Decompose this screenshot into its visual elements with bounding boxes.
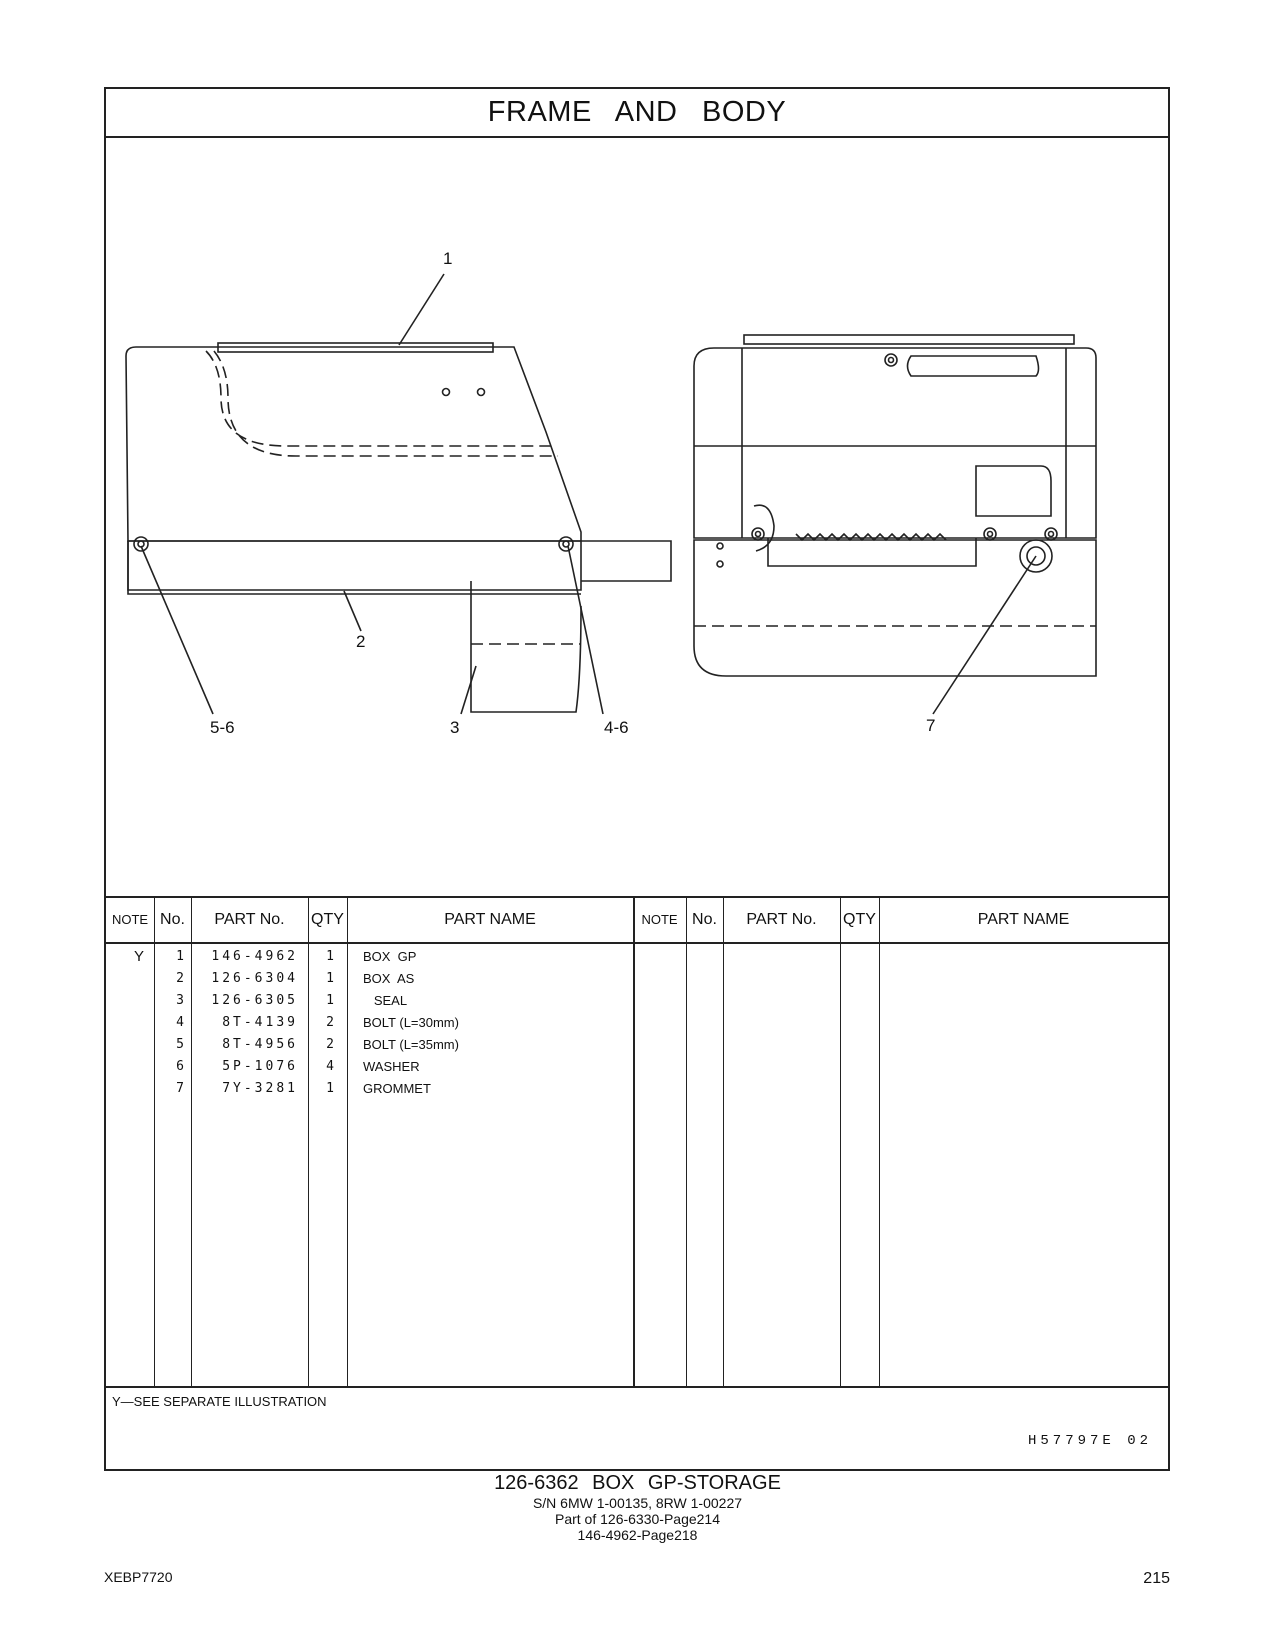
row-part-no: 8T-4139: [222, 1015, 298, 1030]
col-part-name-right: PART NAME: [977, 911, 1070, 928]
serial-numbers: S/N 6MW 1-00135, 8RW 1-00227: [532, 1495, 743, 1511]
table-row: [106, 946, 1168, 968]
row-no: 2: [176, 971, 184, 986]
col-note: NOTE: [111, 912, 149, 927]
row-part-no: 5P-1076: [222, 1059, 298, 1074]
callout-1: 1: [443, 249, 453, 268]
col-part-name: PART NAME: [444, 911, 536, 928]
col-no: No.: [160, 911, 185, 928]
left-box-upper: [126, 347, 581, 541]
row-part-name: BOX GP: [363, 949, 417, 964]
callout-2: 2: [356, 632, 366, 651]
right-box-lower: [694, 540, 1096, 676]
row-part-name: BOX AS: [363, 971, 415, 986]
parts-page-frame: [104, 87, 1170, 1471]
row-qty: 1: [326, 949, 334, 964]
section-title: FRAME AND BODY: [106, 89, 1168, 138]
row-no: 3: [176, 993, 184, 1008]
row-no: 4: [176, 1015, 184, 1030]
callout-7: 7: [926, 716, 936, 735]
row-part-name: BOLT (L=35mm): [363, 1037, 459, 1052]
row-part-no: 126-6304: [211, 971, 298, 986]
table-footnote: Y—SEE SEPARATE ILLUSTRATION: [112, 1394, 327, 1409]
left-bracket: [581, 541, 671, 581]
row-part-no: 8T-4956: [222, 1037, 298, 1052]
row-qty: 2: [326, 1015, 334, 1030]
left-box-lower: [128, 541, 581, 590]
row-qty: 1: [326, 971, 334, 986]
parts-list-table: [106, 896, 1168, 1388]
table-row: [106, 1056, 1168, 1078]
table-row: [106, 1078, 1168, 1100]
row-part-no: 146-4962: [211, 949, 298, 964]
row-qty: 1: [326, 993, 334, 1008]
col-qty-right: QTY: [843, 911, 876, 928]
part-of-reference: Part of 126-6330-Page214: [554, 1511, 720, 1527]
callout-4-6: 4-6: [604, 718, 629, 737]
document-id: XEBP7720: [104, 1569, 173, 1585]
callout-3: 3: [450, 718, 460, 737]
col-no-right: No.: [692, 911, 717, 928]
col-part-no-right: PART No.: [746, 911, 817, 928]
row-part-no: 7Y-3281: [222, 1081, 298, 1096]
row-part-no: 126-6305: [211, 993, 298, 1008]
row-qty: 1: [326, 1081, 334, 1096]
group-title: 126-6362 BOX GP-STORAGE: [494, 1472, 781, 1494]
row-qty: 4: [326, 1059, 334, 1074]
row-part-name: SEAL: [363, 993, 408, 1008]
table-row: [106, 1034, 1168, 1056]
col-note-right: NOTE: [641, 912, 678, 927]
table-row: [106, 968, 1168, 990]
left-seal-chute: [471, 581, 581, 712]
row-part-name: WASHER: [363, 1059, 420, 1074]
parts-illustration: [106, 136, 1168, 896]
row-no: 1: [176, 949, 184, 964]
page-number: 215: [1143, 1570, 1170, 1587]
row-part-name: BOLT (L=30mm): [363, 1015, 459, 1030]
callout-5-6: 5-6: [210, 718, 235, 737]
page-reference: 146-4962-Page218: [577, 1527, 698, 1543]
illustration-code: H57797E 02: [1027, 1433, 1152, 1449]
right-lid-strip: [744, 335, 1074, 344]
storage-box-drawing: [106, 136, 1168, 896]
row-qty: 2: [326, 1037, 334, 1052]
col-qty: QTY: [311, 911, 344, 928]
table-row: [106, 990, 1168, 1012]
row-note: Y: [133, 948, 144, 965]
row-no: 6: [176, 1059, 184, 1074]
row-no: 7: [176, 1081, 184, 1096]
row-no: 5: [176, 1037, 184, 1052]
table-row: [106, 1012, 1168, 1034]
row-part-name: GROMMET: [363, 1081, 431, 1096]
col-part-no: PART No.: [214, 911, 285, 928]
header-rule: [106, 942, 1168, 944]
